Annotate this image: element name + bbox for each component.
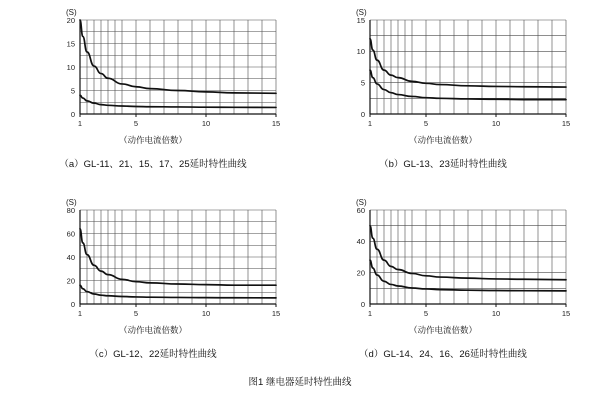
svg-text:40: 40	[356, 237, 365, 247]
chart-panel-b	[308, 6, 578, 181]
svg-text:0: 0	[70, 299, 75, 309]
svg-text:60: 60	[66, 229, 75, 239]
svg-text:20: 20	[66, 15, 75, 25]
plot-area-c	[18, 196, 288, 326]
svg-text:10: 10	[201, 119, 211, 128]
plot-area-a	[18, 6, 288, 136]
svg-text:15: 15	[356, 15, 365, 25]
svg-text:0: 0	[360, 109, 365, 119]
chart-panel-a	[18, 6, 288, 181]
svg-text:5: 5	[133, 309, 139, 318]
x-axis-label-b: （动作电流倍数）	[408, 135, 477, 145]
x-axis-label-c: （动作电流倍数）	[118, 325, 187, 335]
svg-text:1: 1	[77, 309, 83, 318]
svg-text:10: 10	[66, 62, 75, 72]
panel-caption-c: （c）GL‑12、22延时特性曲线	[89, 349, 217, 360]
svg-text:0: 0	[360, 299, 365, 309]
svg-text:5: 5	[423, 309, 429, 318]
svg-text:1: 1	[367, 309, 373, 318]
svg-text:1: 1	[367, 119, 373, 128]
panel-caption-b: （b）GL‑13、23延时特性曲线	[379, 159, 507, 170]
chart-panel-d	[308, 196, 578, 371]
plot-area-d	[308, 196, 578, 326]
y-axis-unit-b: (S)	[356, 8, 367, 17]
svg-text:15: 15	[561, 119, 571, 128]
svg-text:5: 5	[423, 119, 429, 128]
chart-svg-b	[308, 6, 578, 134]
svg-text:15: 15	[561, 309, 571, 318]
x-axis-label-d: （动作电流倍数）	[408, 325, 477, 335]
panel-caption-d: （d）GL‑14、24、16、26延时特性曲线	[359, 349, 527, 360]
svg-text:0: 0	[70, 109, 75, 119]
y-axis-unit-a: (S)	[66, 8, 77, 17]
svg-text:15: 15	[271, 309, 281, 318]
svg-text:5: 5	[133, 119, 139, 128]
y-axis-unit-c: (S)	[66, 198, 77, 207]
svg-text:20: 20	[356, 268, 365, 278]
chart-svg-c	[18, 196, 288, 324]
chart-svg-d	[308, 196, 578, 324]
svg-text:5: 5	[360, 78, 365, 88]
svg-text:60: 60	[356, 205, 365, 215]
svg-text:10: 10	[491, 309, 501, 318]
panel-caption-a: （a）GL‑11、21、15、17、25延时特性曲线	[59, 159, 247, 170]
svg-text:10: 10	[201, 309, 211, 318]
svg-text:15: 15	[271, 119, 281, 128]
svg-text:10: 10	[356, 47, 365, 57]
chart-panel-c	[18, 196, 288, 371]
svg-text:15: 15	[66, 39, 75, 49]
svg-text:1: 1	[77, 119, 83, 128]
x-axis-label-a: （动作电流倍数）	[118, 135, 187, 145]
plot-area-b	[308, 6, 578, 136]
svg-text:20: 20	[66, 276, 75, 286]
figure-title: 图1 继电器延时特性曲线	[248, 377, 352, 388]
svg-text:80: 80	[66, 205, 75, 215]
y-axis-unit-d: (S)	[356, 198, 367, 207]
svg-text:40: 40	[66, 252, 75, 262]
chart-svg-a	[18, 6, 288, 134]
svg-text:10: 10	[491, 119, 501, 128]
svg-text:5: 5	[70, 86, 75, 96]
